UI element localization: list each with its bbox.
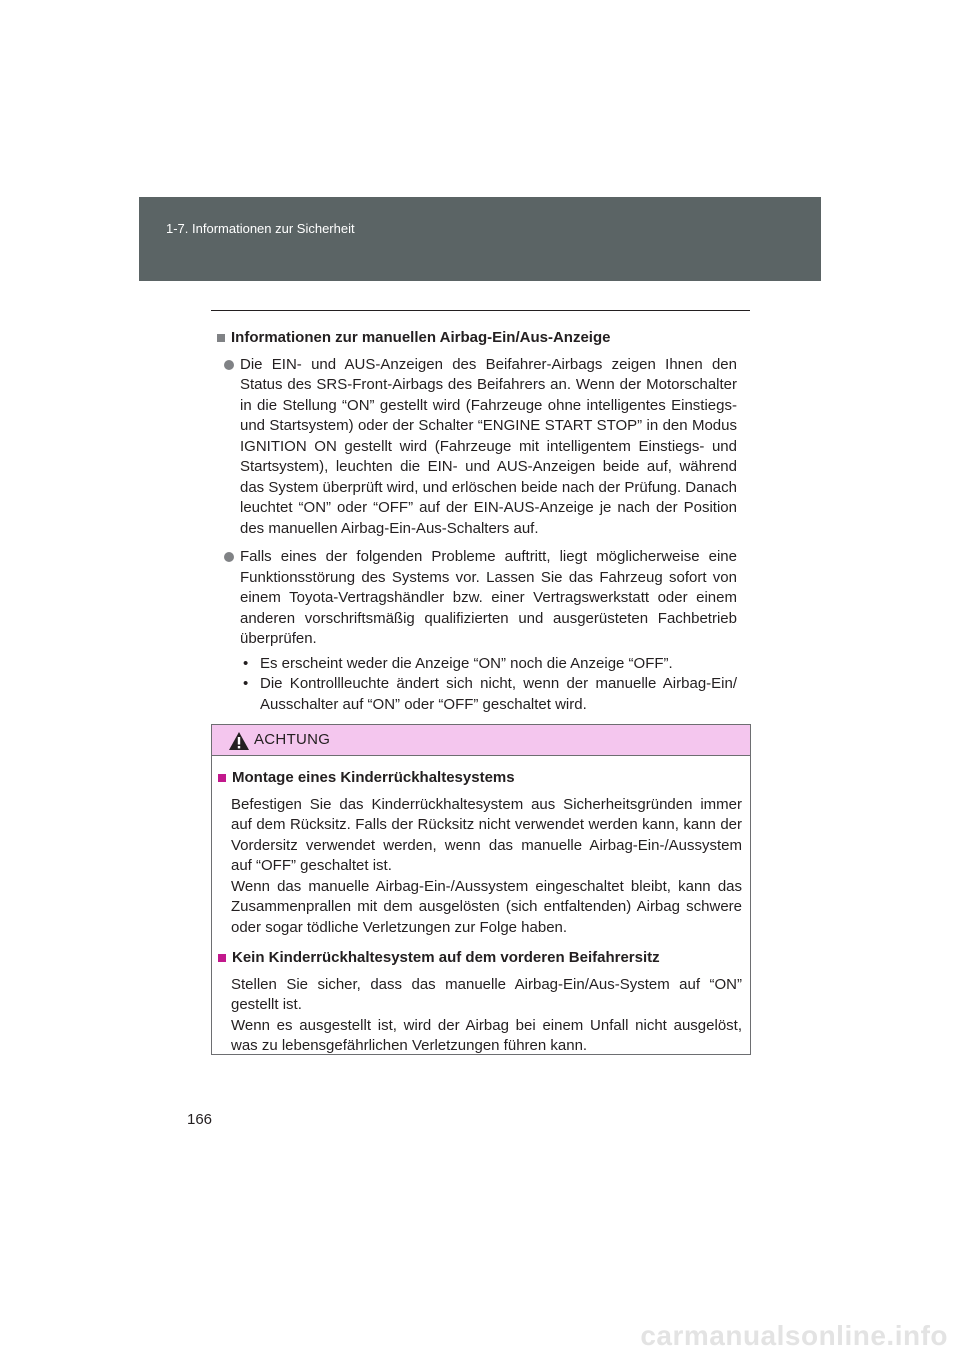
caution-heading-text: Kein Kinderrückhaltesystem auf dem vorderen Beifahrersitz [232,949,660,966]
caution-title: ACHTUNG [254,731,331,748]
caution-body [212,756,750,1057]
square-bullet-icon [217,334,225,342]
caution-text: Stellen Sie sicher, dass das manuelle Airbag-Ein/Aus-System auf “ON” gestellt ist. [231,975,742,1013]
section-title: 1-7. Informationen zur Sicherheit [166,221,355,236]
caution-heading-text: Montage eines Kinderrückhaltesystems [232,769,515,786]
caution-heading [217,948,742,969]
caution-header [212,725,750,756]
caution-text: Befestigen Sie das Kinderrückhaltesystem aus Sicherheitsgründen immer auf dem Rücksitz. Falls der Rücksitz nicht verwendet werden kann, kann der Vordersitz verwendet werden, wenn das manuelle Airbag-Ein-/Aussystem auf “OFF” geschaltet ist. [231,795,742,874]
sub-item-text: Es erscheint weder die Anzeige “ON” noch die Anzeige “OFF”. [260,654,673,672]
square-bullet-icon [218,774,226,782]
bullet-text: Die EIN- und AUS-Anzeigen des Beifahrer-Airbags zeigen Ihnen den Status des SRS-Front-Airbags des Beifahrers an. Wenn der Motorschalter in die Stellung “ON” gestellt wird (Fahrzeuge ohne intelligentes Einstiegs- und Startsystem) oder der Schalter “ENGINE START STOP” in den Modus IGNITION ON gestellt wird (Fahrzeuge mit intelligentem Einstiegs- und Startsystem), leuchten die EIN- und AUS-Anzeigen beide auf, während das System überprüft wird, und erlöschen beide nach der Prüfung. Danach leuchtet “ON” oder “OFF” auf der EIN-AUS-Anzeige je nach der Position des manuellen Airbag-Ein-Aus-Schalters auf. [240,355,737,537]
page-number: 166 [187,1111,213,1128]
dot-bullet-icon: • [243,654,249,672]
divider [211,310,750,311]
caution-paragraph [231,795,742,939]
bullet-text: Falls eines der folgenden Probleme auftritt, liegt möglicherweise eine Funktionsstörung des Systems vor. Lassen Sie das Fahrzeug sofort von einem Toyota-Vertragshändler bzw. einer Vertragswerkstatt oder einem anderen vorschriftsmäßig qualifizierten und ausgerüsteten Fachbetrieb überprüfen. [240,548,737,647]
caution-text: Wenn das manuelle Airbag-Ein-/Aussystem eingeschaltet bleibt, kann das Zusammenprallen mit dem ausgelösten (sich entfaltenden) Airbag schwere oder sogar tödliche Verletzungen zur Folge haben. [231,877,742,936]
sub-list-item [238,674,737,715]
caution-paragraph [231,975,742,1057]
sub-item-text: Die Kontrollleuchte ändert sich nicht, wenn der manuelle Airbag-Ein/ Ausschalter auf “ON” oder “OFF” geschaltet wird. [260,675,737,713]
section-heading-text: Informationen zur manuellen Airbag-Ein/Aus-Anzeige [231,329,611,346]
section-header-band [139,197,821,281]
dot-bullet-icon: • [243,675,249,692]
caution-heading [217,768,742,789]
caution-box [211,724,751,1055]
list-item [224,547,737,650]
section-heading [216,328,737,349]
list-item [224,355,737,540]
square-bullet-icon [218,954,226,962]
circle-bullet-icon [224,360,234,370]
caution-text: Wenn es ausgestellt ist, wird der Airbag bei einem Unfall nicht ausgelöst, was zu lebensgefährlichen Verletzungen führen kann. [231,1016,742,1054]
watermark: carmanualsonline.info [640,1320,948,1351]
info-section [216,328,737,715]
circle-bullet-icon [224,552,234,562]
sub-list-item [238,654,737,675]
warning-triangle-icon [228,731,250,751]
